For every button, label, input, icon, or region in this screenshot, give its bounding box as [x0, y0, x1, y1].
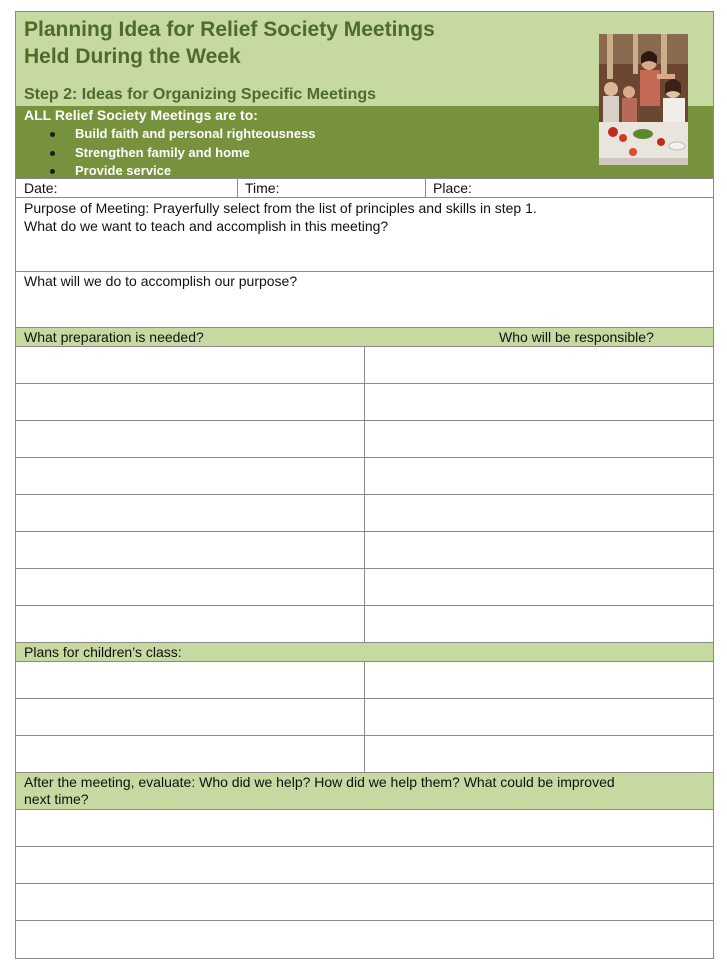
date-label: Date: — [24, 180, 58, 196]
responsible-label: Who will be responsible? — [499, 329, 654, 345]
column-divider — [364, 458, 365, 494]
preparation-row[interactable] — [16, 420, 713, 457]
purpose-line-1: Purpose of Meeting: Prayerfully select from the list of principles and skills in step 1. — [24, 200, 537, 216]
women-gathering-photo — [599, 34, 688, 165]
purpose-line-2: What do we want to teach and accomplish in this meeting? — [24, 218, 389, 234]
goals-list — [48, 125, 316, 181]
column-divider — [364, 569, 365, 605]
column-divider — [364, 606, 365, 642]
accomplish-section[interactable] — [16, 271, 713, 327]
children-row[interactable] — [16, 698, 713, 735]
evaluate-row[interactable] — [16, 846, 713, 883]
meta-divider-1 — [237, 179, 238, 197]
column-divider — [364, 421, 365, 457]
evaluate-row[interactable] — [16, 809, 713, 846]
column-divider — [364, 347, 365, 383]
children-label: Plans for children’s class: — [24, 644, 182, 660]
meta-row — [16, 178, 713, 197]
purpose-heading: ALL Relief Society Meetings are to: — [24, 107, 258, 123]
preparation-row[interactable] — [16, 346, 713, 383]
preparation-row[interactable] — [16, 568, 713, 605]
evaluate-row[interactable] — [16, 883, 713, 920]
evaluate-line-2: next time? — [24, 791, 89, 807]
photo-illustration — [599, 34, 688, 165]
column-divider — [364, 662, 365, 698]
preparation-row[interactable] — [16, 457, 713, 494]
goal-item-family: Strengthen family and home — [48, 144, 316, 163]
preparation-row[interactable] — [16, 531, 713, 568]
title-line-2: Held During the Week — [24, 45, 241, 68]
preparation-row[interactable] — [16, 383, 713, 420]
preparation-header — [16, 327, 713, 346]
evaluate-line-1: After the meeting, evaluate: Who did we help? How did we help them? What could be improved — [24, 774, 615, 790]
time-label: Time: — [245, 180, 280, 196]
preparation-label: What preparation is needed? — [24, 329, 204, 345]
preparation-row[interactable] — [16, 605, 713, 642]
place-label: Place: — [433, 180, 472, 196]
meta-divider-2 — [425, 179, 426, 197]
purpose-section[interactable] — [16, 197, 713, 271]
children-row[interactable] — [16, 661, 713, 698]
accomplish-label: What will we do to accomplish our purpose? — [24, 273, 298, 289]
goal-item-service: Provide service — [48, 162, 316, 181]
column-divider — [364, 699, 365, 735]
children-row[interactable] — [16, 735, 713, 772]
children-header — [16, 642, 713, 661]
column-divider — [364, 532, 365, 568]
preparation-row[interactable] — [16, 494, 713, 531]
column-divider — [364, 384, 365, 420]
planning-sheet — [15, 11, 714, 959]
goal-item-faith: Build faith and personal righteousness — [48, 125, 316, 144]
step-heading: Step 2: Ideas for Organizing Specific Meetings — [24, 86, 377, 103]
column-divider — [364, 736, 365, 772]
header-section — [16, 12, 713, 178]
evaluate-header — [16, 772, 713, 809]
title-line-1: Planning Idea for Relief Society Meetings — [24, 18, 435, 41]
evaluate-row[interactable] — [16, 920, 713, 958]
page-title — [24, 16, 435, 70]
column-divider — [364, 495, 365, 531]
